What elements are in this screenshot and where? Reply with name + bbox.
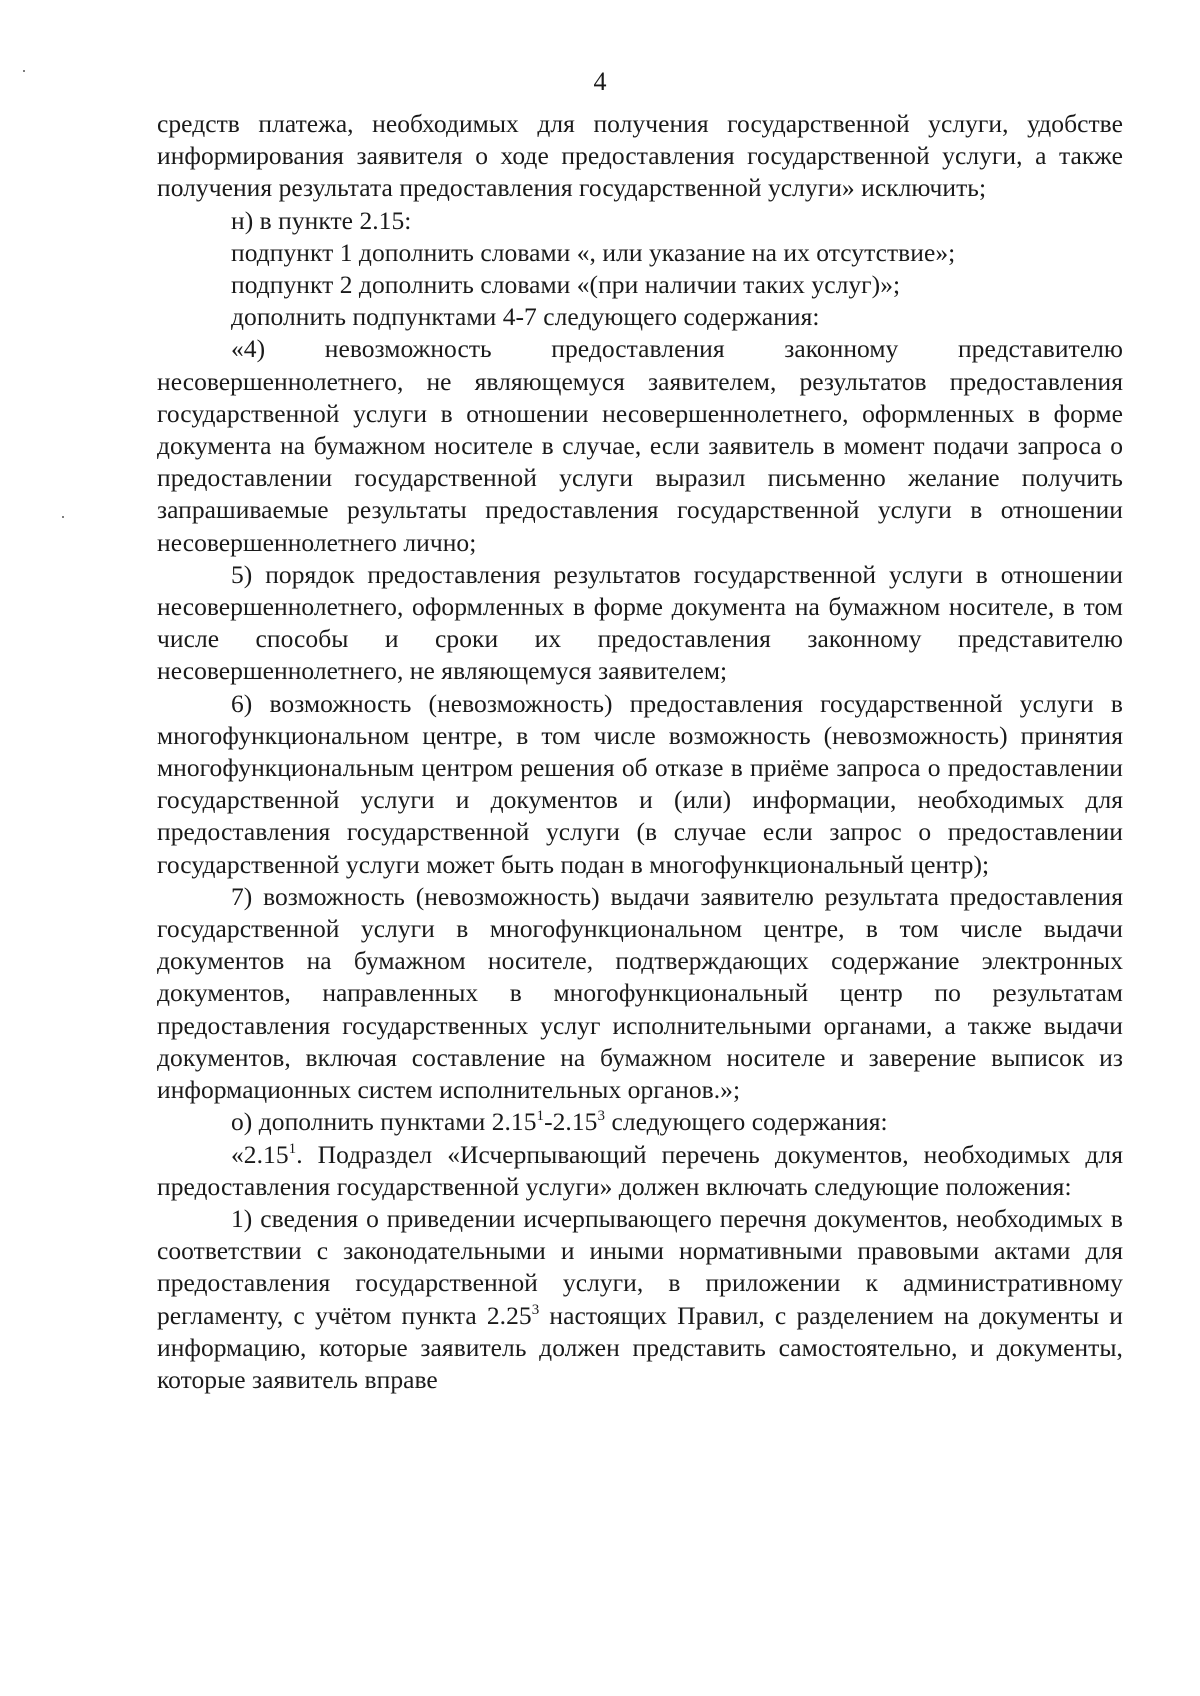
paragraph-subitem-6: 6) возможность (невозможность) предоставления государственной услуги в многофункциональном центре, в том числе возможность (невозможность) принятия многофункциональным центром решения об отказе в приёме запроса о предоставлении государственной услуги и документов и (или) информации, необходимых для предоставления государственной услуги (в случае если запрос о предоставлении государственной услуги может быть подан в многофункциональный центр);	[157, 688, 1123, 879]
superscript: 1	[288, 1140, 297, 1157]
paragraph-subitem-4: «4) невозможность предоставления законному представителю несовершеннолетнего, не являющемуся заявителем, результатов предоставления государственной услуги в отношении несовершеннолетнего, оформленных в форме документа на бумажном носителе в случае, если заявитель в момент подачи запроса о предоставлении государственной услуги выразил письменно желание получить запрашиваемые результаты предоставления государственной услуги в отношении несовершеннолетнего лично;	[157, 334, 1123, 557]
superscript: 3	[597, 1108, 606, 1125]
paragraph-point-2-15-1	[157, 1139, 1123, 1203]
page-number: 4	[593, 67, 607, 96]
paragraph-subitem-7: 7) возможность (невозможность) выдачи заявителю результата предоставления государственной услуги в многофункциональном центре, в том числе выдачи документов на бумажном носителе, подтверждающих содержание электронных документов, направленных в многофункциональный центр по результатам предоставления государственных услуг исполнительными органами, а также выдачи документов, включая составление на бумажном носителе и заверение выписок из информационных систем исполнительных органов.»;	[157, 881, 1123, 1105]
paragraph-continuation: средств платежа, необходимых для получения государственной услуги, удобстве информирования заявителя о ходе предоставления государственной услуги, а также получения результата предоставления государственной услуги» исключить;	[157, 109, 1123, 203]
paragraph-subitem-1: подпункт 1 дополнить словами «, или указание на их отсутствие»;	[231, 237, 956, 267]
text-run: о) дополнить пунктами 2.15	[231, 1107, 537, 1137]
paragraph-item-n: н) в пункте 2.15:	[231, 205, 412, 235]
document-body	[157, 108, 1123, 1396]
paragraph-subitem-5: 5) порядок предоставления результатов государственной услуги в отношении несовершеннолетнего, оформленных в форме документа на бумажном носителе, в том числе способы и сроки их предоставления законному представителю несовершеннолетнего, не являющемуся заявителем;	[157, 559, 1123, 686]
superscript: 3	[531, 1301, 540, 1318]
paragraph-item-o	[157, 1106, 1123, 1138]
paragraph-subitem-2: подпункт 2 дополнить словами «(при наличии таких услуг)»;	[231, 270, 901, 300]
text-run: настоящих Правил, с разделением на документы и информацию, которые заявитель должен представить самостоятельно, и документы, которые заявитель вправе	[157, 1300, 1123, 1394]
text-run: . Подраздел «Исчерпывающий перечень документов, необходимых для предоставления государственной услуги» должен включать следующие положения:	[157, 1139, 1123, 1201]
paragraph-add-subitems: дополнить подпунктами 4-7 следующего содержания:	[231, 302, 820, 332]
text-run: -2.15	[544, 1107, 598, 1137]
text-run: «2.15	[231, 1139, 289, 1169]
scan-speck	[62, 516, 64, 518]
text-run: следующего содержания:	[605, 1107, 888, 1137]
text-run: 1) сведения о приведении исчерпывающего перечня документов, необходимых в соответствии с законодательными и иными нормативными правовыми актами для предоставления государственной услуги, в приложении к административному регламенту, с учётом пункта 2.25	[157, 1203, 1123, 1330]
paragraph-subitem-1-info	[157, 1203, 1123, 1396]
superscript: 1	[536, 1108, 545, 1125]
